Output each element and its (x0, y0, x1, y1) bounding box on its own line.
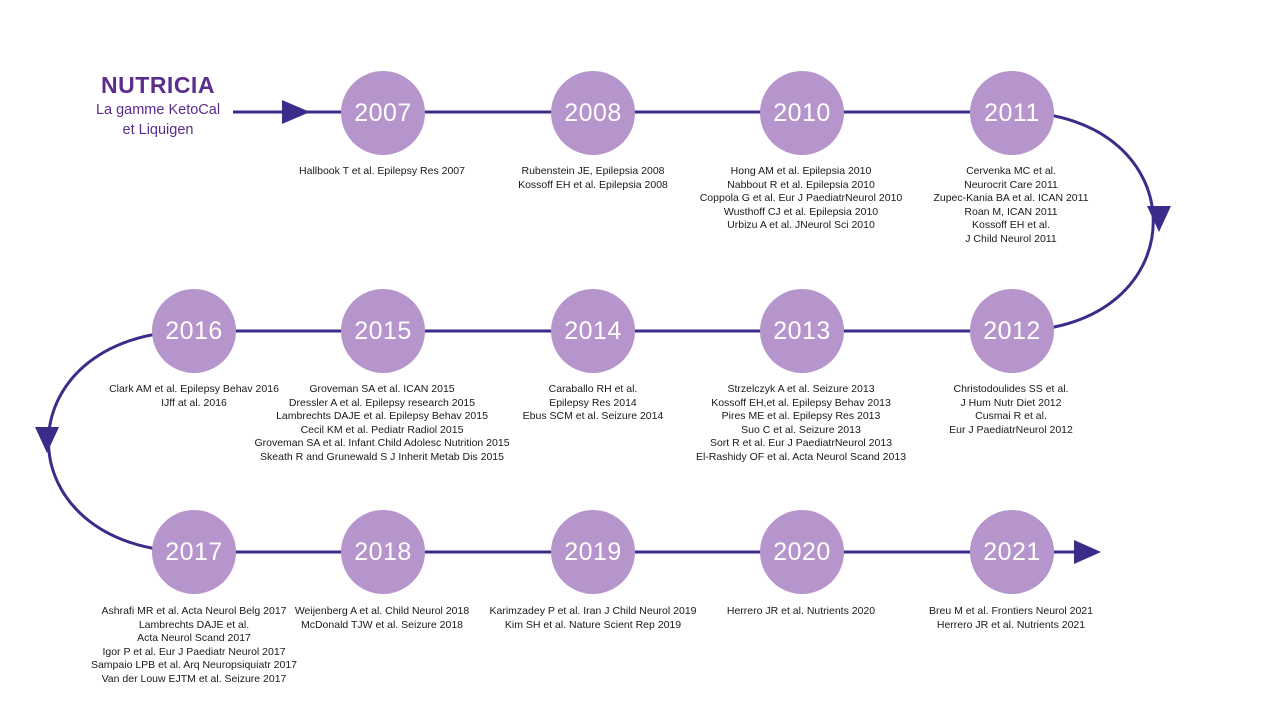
ref-line: Coppola G et al. Eur J PaediatrNeurol 2010 (699, 192, 903, 204)
start-arrow-icon (282, 100, 310, 124)
ref-line: Christodoulides SS et al. (953, 383, 1069, 395)
brand-title: NUTRICIA (101, 72, 215, 98)
ref-line: Herrero JR et al. Nutrients 2021 (936, 618, 1086, 631)
ref-line: Kossoff EH et al. Epilepsia 2008 (518, 178, 668, 191)
year-node-2020: 2020 (760, 510, 844, 594)
year-node-2014: 2014 (551, 289, 635, 373)
ref-line: Caraballo RH et al. (548, 383, 638, 395)
ref-line: Urbizu A et al. JNeurol Sci 2010 (727, 219, 875, 231)
ref-line: Acta Neurol Scand 2017 (137, 632, 251, 644)
ref-line: Suo C et al. Seizure 2013 (741, 423, 861, 436)
year-node-2013: 2013 (760, 289, 844, 373)
brand-subtitle-line1: La gamme KetoCal (95, 102, 221, 118)
year-node-2017: 2017 (152, 510, 236, 594)
ref-line: IJff at al. 2016 (161, 396, 227, 409)
ref-line: Eur J PaediatrNeurol 2012 (949, 423, 1073, 436)
ref-line: Cusmai R et al. (975, 410, 1047, 422)
year-node-2010: 2010 (760, 71, 844, 155)
ref-line: Wusthoff CJ et al. Epilepsia 2010 (723, 205, 879, 218)
ref-line: Zupec-Kania BA et al. ICAN 2011 (933, 192, 1089, 204)
ref-line: Groveman SA et al. Infant Child Adolesc Nutrition 2015 (254, 437, 510, 449)
year-node-2016: 2016 (152, 289, 236, 373)
ref-line: Epilepsy Res 2014 (549, 396, 637, 409)
year-node-2019: 2019 (551, 510, 635, 594)
ref-line: Roan M, ICAN 2011 (964, 205, 1058, 218)
ref-line: Ebus SCM et al. Seizure 2014 (522, 410, 664, 422)
ref-line: Hong AM et al. Epilepsia 2010 (730, 165, 872, 177)
ref-line: Nabbout R et al. Epilepsia 2010 (727, 178, 875, 191)
ref-line: McDonald TJW et al. Seizure 2018 (300, 618, 464, 631)
ref-line: Pires ME et al. Epilepsy Res 2013 (721, 410, 881, 422)
ref-line: Cervenka MC et al. (966, 165, 1056, 177)
ref-line: Herrero JR et al. Nutrients 2020 (726, 605, 876, 617)
refs-2021 (861, 605, 1161, 632)
ref-line: Lambrechts DAJE et al. (138, 618, 250, 631)
ref-line: Ashrafi MR et al. Acta Neurol Belg 2017 (101, 605, 287, 617)
ref-line: Kossoff EH,et al. Epilepsy Behav 2013 (711, 396, 891, 409)
ref-line: Sort R et al. Eur J PaediatrNeurol 2013 (709, 437, 893, 449)
ref-line: Lambrechts DAJE et al. Epilepsy Behav 2015 (276, 410, 488, 422)
brand-subtitle-line2: et Liquigen (122, 122, 194, 138)
ref-line: Skeath R and Grunewald S J Inherit Metab Dis 2015 (260, 450, 504, 463)
year-node-2018: 2018 (341, 510, 425, 594)
ref-line: Breu M et al. Frontiers Neurol 2021 (929, 605, 1093, 617)
ref-line: Igor P et al. Eur J Paediatr Neurol 2017 (102, 645, 286, 658)
ref-line: J Hum Nutr Diet 2012 (960, 396, 1062, 409)
ref-line: Weijenberg A et al. Child Neurol 2018 (294, 605, 470, 617)
refs-2016 (44, 383, 344, 410)
year-node-2008: 2008 (551, 71, 635, 155)
ref-line: Karimzadey P et al. Iran J Child Neurol 2019 (489, 605, 697, 617)
ref-line: Van der Louw EJTM et al. Seizure 2017 (101, 672, 287, 685)
ref-line: Hallbook T et al. Epilepsy Res 2007 (299, 165, 465, 177)
year-node-2021: 2021 (970, 510, 1054, 594)
ref-line: El-Rashidy OF et al. Acta Neurol Scand 2013 (695, 450, 907, 463)
down-arrow-icon (35, 427, 59, 453)
year-node-2011: 2011 (970, 71, 1054, 155)
ref-line: Dressler A et al. Epilepsy research 2015 (288, 396, 476, 409)
ref-line: Cecil KM et al. Pediatr Radiol 2015 (300, 423, 464, 436)
ref-line: Clark AM et al. Epilepsy Behav 2016 (109, 383, 279, 395)
ref-line: Strzelczyk A et al. Seizure 2013 (727, 383, 875, 395)
refs-2011 (861, 165, 1161, 246)
ref-line: Kim SH et al. Nature Scient Rep 2019 (504, 618, 682, 631)
end-arrow-icon (1074, 540, 1101, 564)
brand-logo (78, 70, 238, 140)
year-node-2012: 2012 (970, 289, 1054, 373)
ref-line: Rubenstein JE, Epilepsia 2008 (521, 165, 665, 177)
ref-line: J Child Neurol 2011 (965, 232, 1057, 245)
ref-line: Groveman SA et al. ICAN 2015 (309, 383, 455, 395)
ref-line: Sampaio LPB et al. Arq Neuropsiquiatr 2017 (90, 659, 298, 671)
ref-line: Neurocrit Care 2011 (964, 178, 1058, 191)
year-node-2007: 2007 (341, 71, 425, 155)
ref-line: Kossoff EH et al. (971, 219, 1050, 231)
year-node-2015: 2015 (341, 289, 425, 373)
